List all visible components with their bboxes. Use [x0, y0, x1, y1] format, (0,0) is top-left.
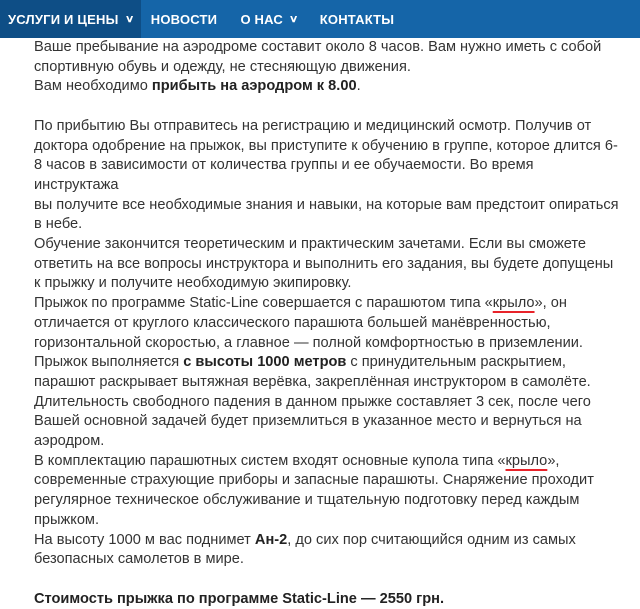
- text-line: Прыжок по программе Static-Line совершается с парашютом типа «: [34, 295, 493, 312]
- paragraph-equipment: [34, 452, 619, 531]
- text-line: », он: [534, 295, 567, 312]
- nav-item-news[interactable]: [141, 0, 227, 38]
- text-line: Прыжок выполняется: [34, 354, 184, 371]
- paragraph-aircraft: [34, 531, 619, 570]
- text-line: »,: [547, 452, 560, 469]
- text-line: На высоту 1000 м вас поднимет: [34, 531, 255, 548]
- text-line: Вашей основной задачей будет приземлиться в указанное место и вернуться на: [34, 413, 582, 430]
- chevron-down-icon: ∨: [288, 13, 299, 25]
- text-line: По прибытию Вы отправитесь на регистрацию и медицинский осмотр. Получив от: [34, 117, 592, 134]
- text-line: 8 часов в зависимости от количества группы и ее обучаемости. Во время инструктажа: [34, 157, 534, 193]
- arrival-time-bold: прибыть на аэродром к 8.00: [151, 78, 357, 95]
- text-line: доктора одобрение на прыжок, вы приступите к обучению в группе, которое длится 6-: [34, 137, 618, 154]
- paragraph-jump-height: [34, 353, 619, 452]
- paragraph-gap: [34, 97, 619, 117]
- text-line: отличается от круглого классического парашюта большей манёвренностью,: [34, 314, 551, 331]
- highlighted-word: крыло: [505, 452, 548, 469]
- text-line: ответить на все вопросы инструктора и выполнить его задания, вы будете допущены: [34, 255, 614, 272]
- text-line: Ваше пребывание на аэродроме составит около 8 часов. Вам нужно иметь с собой: [34, 39, 602, 55]
- paragraph-stay: [34, 38, 619, 97]
- jump-height-bold: с высоты 1000 метров: [183, 354, 347, 371]
- article-content: [34, 38, 619, 609]
- paragraph-training: [34, 235, 619, 294]
- nav-item-services-label: УСЛУГИ И ЦЕНЫ: [7, 11, 119, 27]
- price-text: Стоимость прыжка по программе Static-Line — 2550 грн.: [34, 590, 444, 607]
- paragraph-gap: [34, 570, 619, 590]
- main-navbar: [0, 0, 640, 38]
- aircraft-bold: Ан-2: [254, 531, 288, 548]
- nav-item-about[interactable]: [227, 0, 311, 38]
- text-line: безопасных самолетов в мире.: [34, 551, 244, 568]
- text-line: .: [356, 78, 361, 95]
- text-line: прыжком.: [34, 511, 100, 528]
- text-line: горизонтальной скоростью, а главное — полной комфортностью в приземлении.: [34, 334, 583, 351]
- text-line: В комплектацию парашютных систем входят основные купола типа «: [34, 452, 506, 469]
- paragraph-parachute-type: [34, 294, 619, 353]
- text-line: Вам необходимо: [34, 78, 152, 95]
- text-line: регулярное техническое обслуживание и тщательную подготовку перед каждым: [34, 492, 580, 509]
- paragraph-arrival: [34, 117, 619, 235]
- text-line: в небе.: [34, 216, 83, 233]
- nav-item-contacts[interactable]: [311, 0, 403, 38]
- highlighted-word: крыло: [492, 295, 535, 312]
- text-line: Обучение закончится теоретическим и практическим зачетами. Если вы сможете: [34, 236, 587, 253]
- text-line: с принудительным раскрытием,: [346, 354, 566, 371]
- text-line: Длительность свободного падения в данном прыжке составляет 3 сек, после чего: [34, 393, 591, 410]
- text-line: , до сих пор считающийся одним из самых: [287, 531, 576, 548]
- text-line: аэродром.: [34, 433, 105, 450]
- nav-item-news-label: НОВОСТИ: [150, 11, 218, 27]
- text-line: современные страхующие приборы и запасные парашюты. Снаряжение проходит: [34, 472, 594, 489]
- nav-item-contacts-label: КОНТАКТЫ: [319, 11, 395, 27]
- text-line: спортивную обувь и одежду, не стесняющую движения.: [34, 58, 411, 75]
- paragraph-price: [34, 590, 619, 609]
- text-line: к прыжку и получите необходимую экипировку.: [34, 275, 352, 292]
- nav-item-services[interactable]: [0, 0, 141, 38]
- nav-item-about-label: О НАС: [240, 11, 284, 27]
- text-line: парашют раскрывает вытяжная верёвка, закреплённая инструктором в самолёте.: [34, 373, 591, 390]
- text-line: вы получите все необходимые знания и навыки, на которые вам предстоит опираться: [34, 196, 619, 213]
- chevron-down-icon: ∨: [124, 13, 135, 25]
